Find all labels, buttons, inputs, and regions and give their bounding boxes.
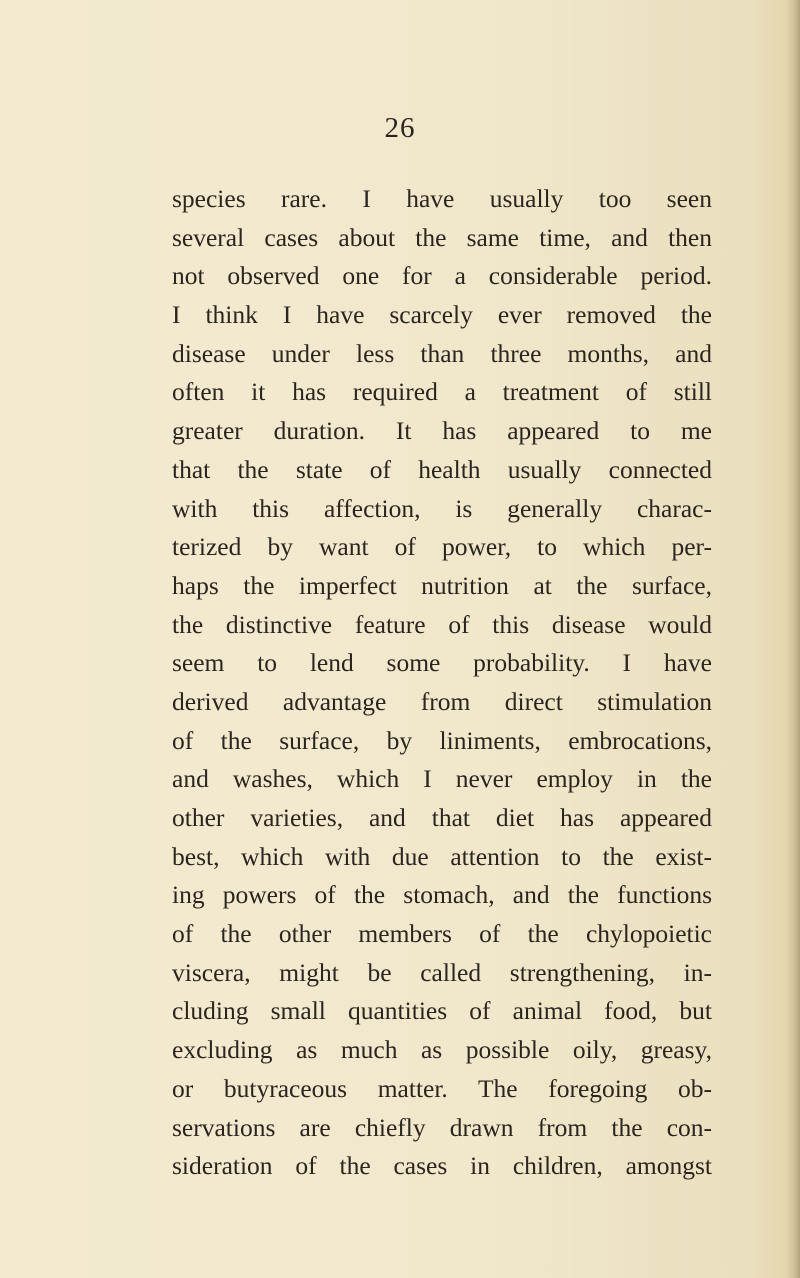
text-line: cluding small quantities of animal food, but [172,996,712,1026]
text-line: of the surface, by liniments, embrocations, [172,725,712,755]
text-line: several cases about the same time, and then [172,222,712,252]
text-line: often it has required a treatment of still [172,377,712,407]
text-line: greater duration. It has appeared to me [172,416,712,446]
text-line: I think I have scarcely ever removed the [172,300,712,330]
text-line: disease under less than three months, and [172,338,712,368]
text-line: with this affection, is generally charac- [172,493,712,523]
text-line: not observed one for a considerable period. [172,261,712,291]
page-number: 26 [384,112,416,144]
text-line: haps the imperfect nutrition at the surface, [172,570,712,600]
text-line: other varieties, and that diet has appeared [172,803,712,832]
page-edge-shadow [786,0,800,1278]
text-line: terized by want of power, to which per- [172,532,712,562]
text-line: seem to lend some probability. I have [172,648,712,678]
text-line: that the state of health usually connected [172,454,712,484]
text-line: the distinctive feature of this disease would [172,609,712,639]
text-line: and washes, which I never employ in the [172,764,712,794]
text-line: best, which with due attention to the exist- [172,841,712,871]
text-line: ing powers of the stomach, and the functions [172,880,712,910]
text-line: excluding as much as possible oily, greasy, [172,1035,712,1065]
body-text [172,180,712,1186]
text-line: of the other members of the chylopoietic [172,919,712,949]
text-line: viscera, might be called strengthening, in- [172,957,712,987]
text-line: sideration of the cases in children, amongst [172,1151,712,1181]
text-line: derived advantage from direct stimulation [172,686,712,716]
text-line: or butyraceous matter. The foregoing ob- [172,1073,712,1103]
text-line: species rare. I have usually too seen [172,184,712,213]
text-line: servations are chiefly drawn from the con- [172,1112,712,1142]
